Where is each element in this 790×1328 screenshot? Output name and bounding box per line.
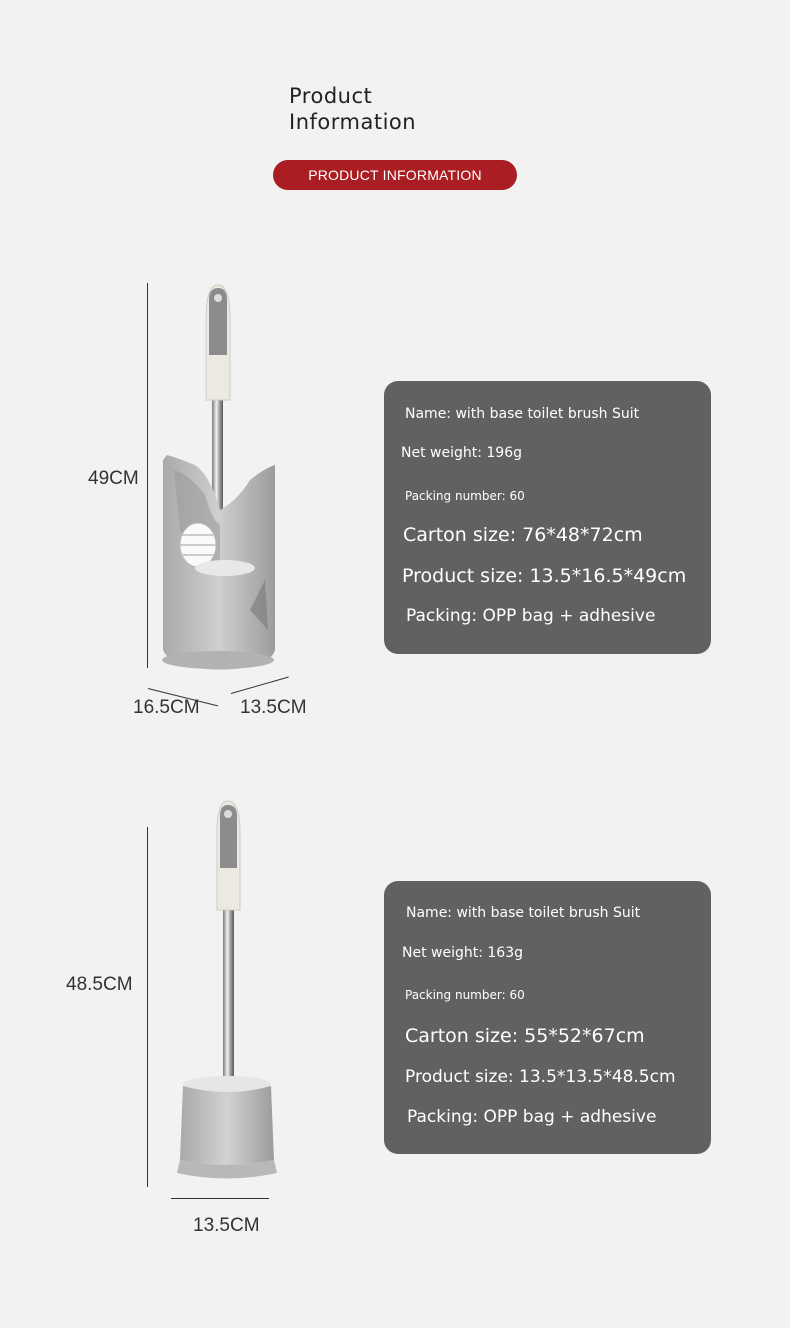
carton-size: Carton size: 76*48*72cm	[403, 524, 643, 546]
product-size: Product size: 13.5*16.5*49cm	[402, 565, 687, 587]
product-info-card-1	[384, 381, 711, 654]
net-weight: Net weight: 196g	[401, 445, 523, 461]
height-dimension-label: 49CM	[88, 468, 139, 489]
product-size: Product size: 13.5*13.5*48.5cm	[405, 1067, 676, 1087]
carton-size: Carton size: 55*52*67cm	[405, 1025, 645, 1047]
product-name: Name: with base toilet brush Suit	[405, 406, 640, 422]
product-info-card-2	[384, 881, 711, 1154]
packing-type: Packing: OPP bag + adhesive	[406, 606, 656, 626]
page-title-line2: Information	[289, 110, 417, 134]
depth-dimension-label: 13.5CM	[240, 697, 307, 718]
product-name: Name: with base toilet brush Suit	[406, 905, 641, 921]
packing-number: Packing number: 60	[405, 988, 525, 1002]
packing-type: Packing: OPP bag + adhesive	[407, 1107, 657, 1127]
page-title-line1: Product	[289, 84, 373, 108]
toilet-brush-set-image-2	[170, 798, 285, 1183]
net-weight: Net weight: 163g	[402, 945, 524, 961]
height-dimension-label: 48.5CM	[66, 974, 133, 995]
packing-number: Packing number: 60	[405, 489, 525, 503]
height-dimension-line	[147, 827, 148, 1187]
section-badge: PRODUCT INFORMATION	[273, 160, 517, 190]
height-dimension-line	[147, 283, 148, 668]
width-dimension-label: 16.5CM	[133, 697, 200, 718]
page-title	[289, 83, 416, 135]
width-dimension-label: 13.5CM	[193, 1215, 260, 1236]
toilet-brush-set-image-1	[150, 280, 290, 680]
width-dimension-line	[171, 1198, 269, 1199]
